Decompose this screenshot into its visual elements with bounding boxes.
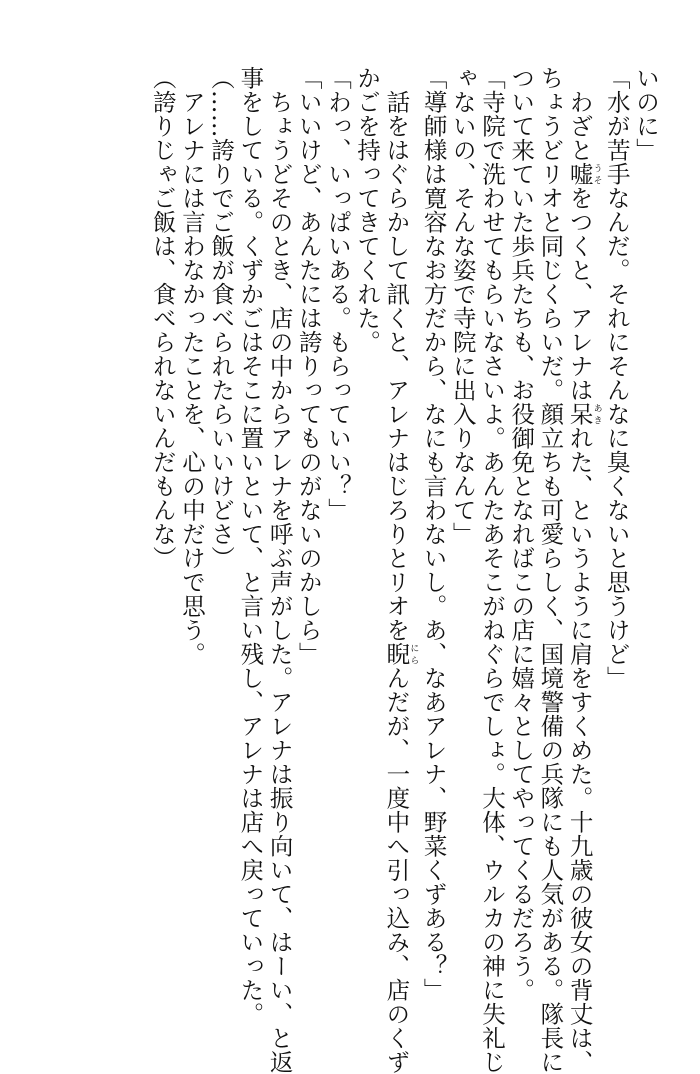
vertical-text-body — [148, 66, 660, 1074]
ruby-base: 睨 — [382, 641, 411, 666]
ruby-word — [382, 641, 419, 666]
ruby-base: 嘘 — [565, 161, 594, 186]
text-line: 「わっ、いっぱいある。もらっていい？」 — [323, 66, 352, 522]
text-line: （……誇りでご飯が食べられたらいいけどさ） — [207, 66, 236, 570]
text-line — [381, 66, 419, 1074]
ruby-base: 呆 — [565, 401, 594, 426]
ruby-word — [565, 161, 602, 186]
text-segment: をつくと、アレナは — [565, 185, 594, 402]
text-line — [564, 66, 602, 1074]
text-line: 「いいけど、あんたには誇りってものがないのかしら」 — [294, 66, 323, 666]
text-segment: 話をはぐらかして訊くと、アレナはじろりとリオを — [382, 89, 411, 642]
text-line: ちょうどそのとき、店の中からアレナを呼ぶ声がした。アレナは振り向いて、はーい、と返 — [265, 89, 294, 1074]
text-segment: わざと — [565, 89, 594, 162]
text-line: 「水が苦手なんだ。それにそんなに臭くないと思うけど」 — [602, 66, 631, 690]
text-line: ちょうどリオと同じくらいだ。顔立ちも可愛らしく、国境警備の兵隊にも人気がある。隊長に — [536, 66, 565, 1074]
text-line: 「寺院で洗わせてもらいなさいよ。あんたあそこがねぐらでしょ。大体、ウルカの神に失礼じ — [477, 66, 506, 1074]
ruby-reading: にら — [408, 641, 419, 666]
text-line: かごを持ってきてくれた。 — [353, 66, 382, 354]
text-line: 「導師様は寛容なお方だから、なにも言わないし。あ、なあアレナ、野菜くずある？」 — [419, 66, 448, 1002]
text-line: ついて来ていた歩兵たちも、お役御免となればこの店に嬉々としてやってくるだろう。 — [507, 66, 536, 1002]
ruby-word — [565, 401, 602, 426]
ruby-reading: あき — [591, 401, 602, 426]
ruby-reading: うそ — [591, 161, 602, 186]
text-segment: れた、というように肩をすくめた。十九歳の彼女の背丈は、 — [565, 425, 594, 1074]
text-line: 事をしている。くずかごはそこに置いといて、と言い残し、アレナは店へ戻っていった。 — [236, 66, 265, 1026]
text-line: アレナには言わなかったことを、心の中だけで思う。 — [177, 89, 206, 666]
text-line: （誇りじゃご飯は、食べられないんだもんな） — [148, 66, 177, 570]
text-line: いのに」 — [632, 66, 660, 162]
text-segment: んだが、一度中へ引っ込み、店のくず — [382, 665, 411, 1074]
text-line: ゃないの、そんな姿で寺院に出入りなんて」 — [448, 66, 477, 546]
